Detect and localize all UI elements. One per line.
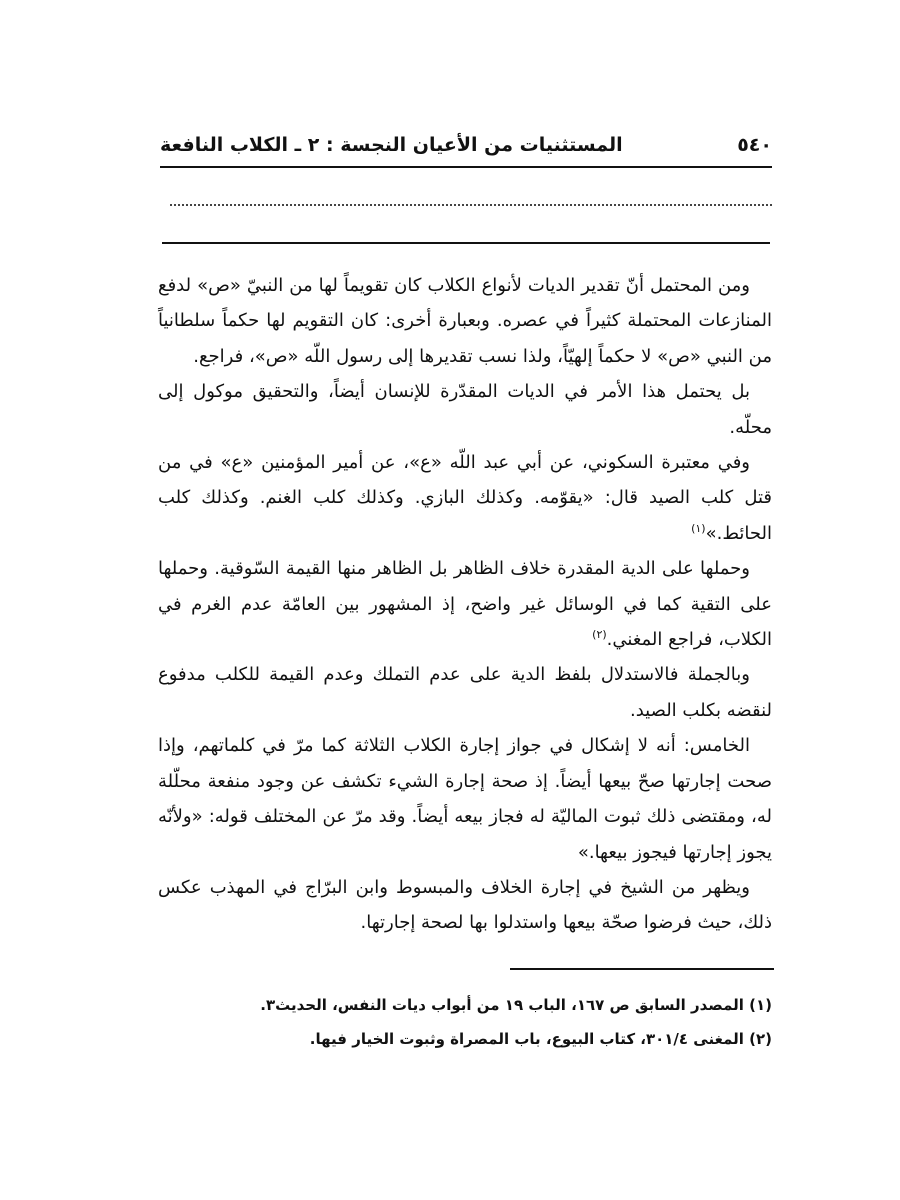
footnote: (١) المصدر السابق ص ١٦٧، الباب ١٩ من أبواب ديات النفس، الحديث٣.: [260, 996, 772, 1014]
footnote: (٢) المغنى ٣٠١/٤، كتاب البيوع، باب المصراة وثبوت الخيار فيها.: [309, 1030, 772, 1048]
body-text: [158, 268, 772, 941]
paragraph-text: وفي معتبرة السكوني، عن أبي عبد اللّه «ع»، عن أمير المؤمنين «ع» في من قتل كلب الصيد قال: «يقوّمه. وكذلك البازي. وكذلك كلب الغنم. وكذلك كلب الحائط.»: [158, 452, 772, 544]
paragraph: وبالجملة فالاستدلال بلفظ الدية على عدم التملك وعدم القيمة للكلب مدفوع لنقضه بكلب الصيد.: [158, 664, 772, 721]
running-title: المستثنيات من الأعيان النجسة : ٢ ـ الكلاب النافعة: [160, 134, 623, 156]
paragraph-text: وحملها على الدية المقدرة خلاف الظاهر بل الظاهر منها القيمة السّوقية. وحملها على التقية كما في الوسائل غير واضح، إذ المشهور بين العامّة عدم الغرم في الكلاب، فراجع المغني.: [158, 558, 772, 651]
paragraph: الخامس: أنه لا إشكال في جواز إجارة الكلاب الثلاثة كما مرّ في كلماتهم، وإذا صحت إجارتها صحّ بيعها أيضاً. إذ صحة إجارة الشيء تكشف عن وجود منفعة محلّلة له، ومقتضى ذلك ثبوت الماليّة له فجاز بيعه أيضاً. وقد مرّ عن المختلف قوله: «ولأنّه يجوز إجارتها فيجوز بيعها.»: [158, 735, 772, 863]
paragraph: ويظهر من الشيخ في إجارة الخلاف والمبسوط وابن البرّاج في المهذب عكس ذلك، حيث فرضوا صحّة بيعها واستدلوا بها لصحة إجارتها.: [158, 876, 772, 934]
footnote-ref: (١): [691, 521, 706, 535]
footnotes: [200, 988, 772, 1056]
paragraph: بل يحتمل هذا الأمر في الديات المقدّرة للإنسان أيضاً، والتحقيق موكول إلى محلّه.: [158, 381, 772, 438]
header-rule: [160, 166, 772, 168]
dotted-separator: [170, 204, 772, 206]
paragraph: ومن المحتمل أنّ تقدير الديات لأنواع الكلاب كان تقويماً لها من النبيّ «ص» لدفع المنازعات المحتملة كثيراً في عصره. وبعبارة أخرى: كان التقويم لها حكماً سلطانياً من النبي «ص» لا حكماً إلهيّاً، ولذا نسب تقديرها إلى رسول اللّه «ص»، فراجع.: [158, 275, 772, 367]
section-rule: [162, 242, 770, 244]
paragraph: [158, 551, 772, 657]
page-number: ٥٤٠: [737, 134, 772, 156]
running-header: [160, 130, 772, 160]
footnote-rule: [510, 968, 774, 970]
paragraph: [158, 445, 772, 551]
footnote-ref: (٢): [592, 628, 607, 642]
